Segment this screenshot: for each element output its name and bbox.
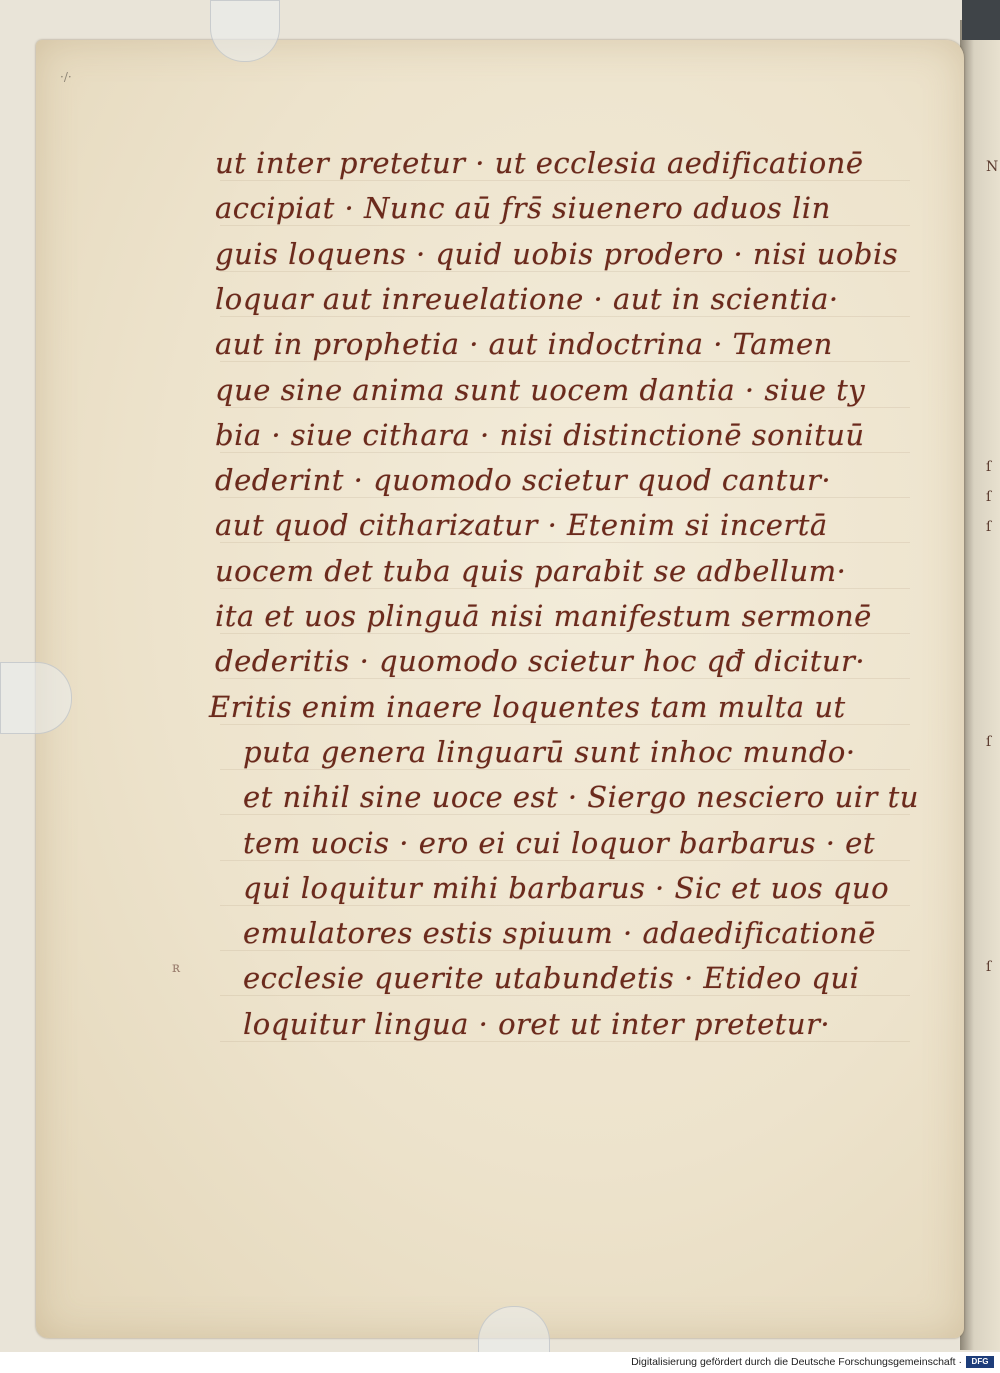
ruling-line (220, 588, 910, 589)
facing-page-fragments: N ſ ſ ſ ſ ſ (986, 159, 999, 975)
page-corner-mark: ·/· (60, 70, 72, 84)
text-line: loquar aut inreuelatione · aut in scientia· (215, 281, 839, 316)
ruling-line (220, 633, 910, 634)
text-line: loquitur lingua · oret ut inter pretetur· (243, 1006, 831, 1041)
footer-bar (0, 1352, 1000, 1373)
ruling-line (220, 724, 910, 725)
text-line: qui loquitur mihi barbarus · Sic et uos quo (243, 870, 890, 905)
ruling-line (220, 361, 910, 362)
text-line: dederitis · quomodo scietur hoc qđ dicitur· (215, 644, 866, 679)
text-line: guis loquens · quid uobis prodero · nisi uobis (215, 236, 899, 271)
text-line: bia · siue cithara · nisi distinctionē sonituū (215, 417, 865, 452)
ruling-line (220, 860, 910, 861)
dfg-logo: DFG (966, 1356, 994, 1368)
ruling-line (220, 678, 910, 679)
ruling-line (220, 225, 910, 226)
page-clip-left (0, 662, 72, 734)
text-line: tem uocis · ero ei cui loquor barbarus · et (243, 825, 875, 860)
funding-credit: Digitalisierung gefördert durch die Deutsche Forschungsgemeinschaft · (631, 1356, 962, 1368)
ruling-line (220, 452, 910, 453)
scanner-shadow (962, 0, 1000, 40)
text-line: dederint · quomodo scietur quod cantur· (215, 463, 832, 498)
ruling-line (220, 407, 910, 408)
text-line: ecclesie querite utabundetis · Etideo qui (243, 961, 860, 996)
text-line: accipiat · Nunc aū frs̄ siuenero aduos lin (215, 191, 831, 226)
text-line: et nihil sine uoce est · Siergo nesciero uir tu (243, 780, 919, 815)
ruling-line (220, 995, 910, 996)
ruling-line (220, 316, 910, 317)
ruling-line (220, 769, 910, 770)
text-line: uocem det tuba quis parabit se adbellum· (215, 553, 847, 588)
marginal-mark: ʀ (172, 960, 181, 976)
ruling-line (220, 180, 910, 181)
text-line: que sine anima sunt uocem dantia · siue ty (215, 372, 866, 407)
ruling-line (220, 1041, 910, 1042)
text-line: Eritis enim inaere loquentes tam multa ut (209, 689, 846, 724)
ruling-line (220, 950, 910, 951)
ruling-line (220, 542, 910, 543)
text-line: emulatores estis spiuum · adaedificationē (243, 916, 876, 951)
text-line: ita et uos plinguā nisi manifestum sermonē (215, 599, 872, 633)
text-line: ut inter pretetur · ut ecclesia aedificationē (215, 146, 864, 180)
ruling-line (220, 497, 910, 498)
text-line: aut quod citharizatur · Etenim si incertā (215, 508, 828, 543)
ruling-line (220, 814, 910, 815)
ruling-line (220, 271, 910, 272)
text-line: puta genera linguarū sunt inhoc mundo· (243, 734, 856, 769)
text-line: aut in prophetia · aut indoctrina · Tamen (215, 327, 833, 362)
ruling-line (220, 905, 910, 906)
